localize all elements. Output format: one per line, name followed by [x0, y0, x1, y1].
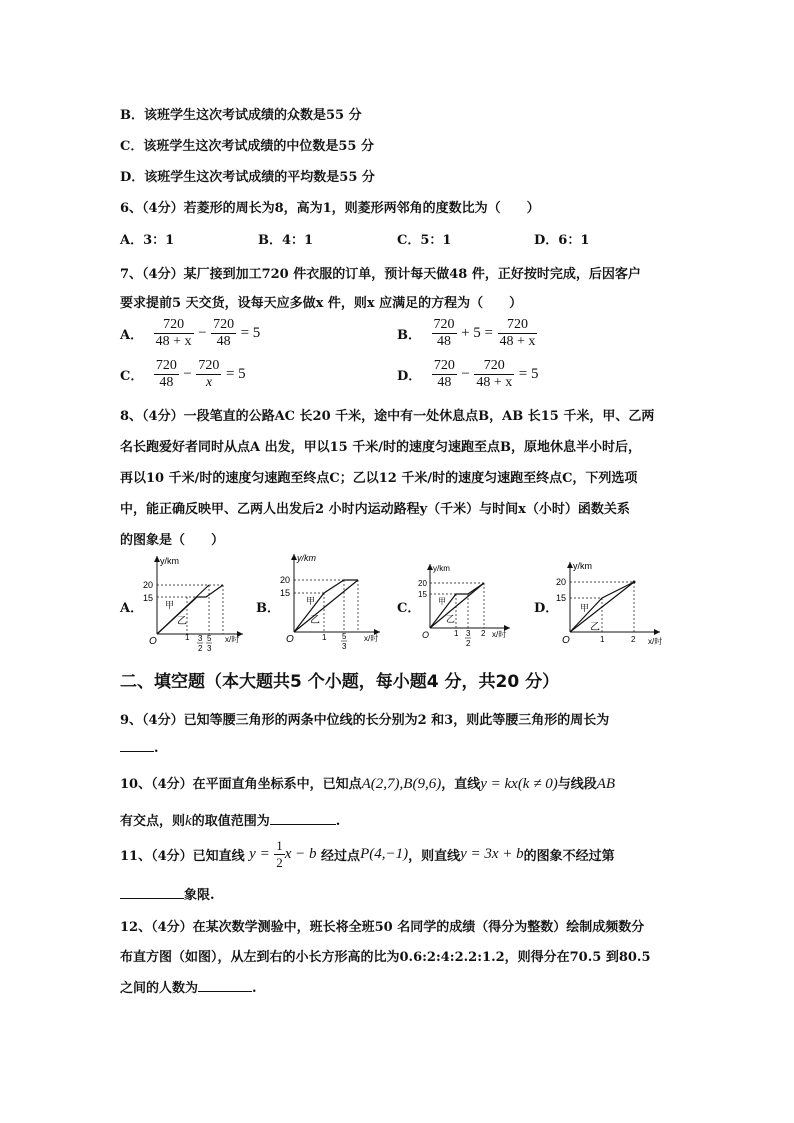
x-axis-label: x/时 [492, 630, 507, 639]
origin-label: O [422, 630, 430, 640]
q8-option-c-label: C． [397, 601, 421, 616]
y-axis-label: y/km [160, 556, 179, 566]
yi-label: 乙 [590, 622, 600, 633]
q8-option-d-label: D． [534, 601, 559, 616]
svg-text:1: 1 [322, 633, 327, 642]
q7-option-d-label: D． [397, 369, 422, 384]
tick-label-20: 20 [556, 577, 567, 587]
q10-line2: 有交点，则k的取值范围为 . [120, 813, 341, 829]
q7-stem-line2: 要求提前5 天交货，设每天应多做x 件，则x 应满足的方程为（ ） [120, 296, 523, 311]
q11-line2: 象限. [120, 884, 215, 903]
q7-option-b: B． $\frac{720}{48}$ + 5 = $\frac{720}{48 + x}$ [397, 317, 536, 349]
q8-stem-line3: 再以10 千米/时的速度匀速跑至终点C；乙以12 千米/时的速度匀速跑至终点C，下列选项 [120, 471, 638, 486]
yi-label: 乙 [446, 614, 456, 624]
jia-label: 甲 [580, 603, 590, 613]
q8-graph-a [143, 552, 253, 654]
svg-text:5: 5 [342, 632, 347, 641]
q7-option-b-label: B． [397, 328, 421, 343]
fraction: $\frac{720}{x}$ [198, 358, 220, 390]
tick-label-20: 20 [280, 575, 291, 585]
q12-line3: 之间的人数为 . [120, 981, 257, 996]
fraction: $\frac{1}{2}$ [276, 838, 283, 870]
svg-text:5: 5 [207, 634, 212, 643]
q12-line1: 12、（4分）在某次数学测验中，班长将全班50 名同学的成绩（得分为整数）绘制成频数分 [120, 920, 645, 935]
q8-stem-line2: 名长跑爱好者同时从点A 出发，甲以15 千米/时的速度匀速跑至点B，原地休息半小时后， [120, 440, 641, 455]
x-axis-label: x/时 [648, 637, 663, 646]
jia-label: 甲 [165, 600, 175, 610]
answer-blank[interactable] [198, 979, 252, 992]
origin-label: O [149, 636, 157, 647]
answer-blank[interactable] [270, 812, 336, 825]
q5-option-d: D．该班学生这次考试成绩的平均数是55 分 [120, 170, 375, 185]
svg-text:3: 3 [198, 634, 203, 643]
jia-label: 甲 [438, 597, 446, 606]
line-expression: y = kx(k ≠ 0) [480, 776, 558, 792]
q9-stem: 9、（4分）已知等腰三角形的两条中位线的长分别为2 和3，则此等腰三角形的周长为 [120, 713, 610, 728]
svg-text:3: 3 [207, 644, 212, 653]
svg-text:1: 1 [600, 635, 605, 644]
q6-option-a: A．3：1 [120, 233, 175, 248]
y-axis-label: y/km [297, 553, 316, 563]
y-axis-label: y/km [433, 564, 450, 573]
q9-answer-line: . [120, 739, 159, 756]
q8-option-a-label: A． [120, 601, 144, 616]
fraction: $\frac{720}{48}$ [155, 358, 177, 390]
yi-label: 乙 [310, 615, 320, 626]
q6-option-c: C．5：1 [397, 233, 452, 248]
tick-label-15: 15 [280, 588, 291, 598]
q5-option-b: B．该班学生这次考试成绩的众数是55 分 [120, 108, 362, 123]
q11-line1: 11、（4分）已知直线 y = $\frac{1}{2}$ x − b 经过点P(4,−1)，则直线y = 3x + b的图象不经过第 [120, 838, 615, 870]
svg-text:3: 3 [342, 642, 347, 651]
q5-option-c: C．该班学生这次考试成绩的中位数是55 分 [120, 139, 374, 154]
tick-label-20: 20 [143, 580, 154, 590]
section-heading: 二、填空题（本大题共5 个小题，每小题4 分，共20 分） [120, 672, 560, 692]
tick-label-15: 15 [143, 593, 154, 603]
q10-line1: 10、（4分）在平面直角坐标系中，已知点A(2,7),B(9,6)，直线y = kx(k ≠ 0)与线段AB [120, 776, 616, 792]
svg-text:2: 2 [198, 644, 203, 653]
fraction: $\frac{720}{48}$ [433, 317, 455, 349]
q8-option-b-label: B． [256, 601, 280, 616]
q7-option-c: C． $\frac{720}{48}$ − $\frac{720}{x}$ = 5 [120, 358, 246, 390]
points-ab: A(2,7),B(9,6) [361, 776, 442, 792]
x-axis-label: x/时 [225, 635, 240, 644]
fraction: $\frac{720}{48}$ [433, 358, 455, 390]
svg-text:2: 2 [481, 629, 486, 638]
fraction: $\frac{720}{48 + x}$ [499, 317, 536, 349]
q6-stem: 6、（4分）若菱形的周长为8，高为1，则菱形两邻角的度数比为（ ） [120, 201, 540, 216]
fraction: $\frac{720}{48 + x}$ [155, 317, 192, 349]
q8-stem-line4: 中，能正确反映甲、乙两人出发后2 小时内运动路程y（千米）与时间x（小时）函数关系 [120, 502, 630, 517]
q7-option-a-label: A． [120, 328, 144, 343]
answer-blank[interactable] [120, 886, 184, 899]
q7-option-c-label: C． [120, 369, 144, 384]
answer-blank[interactable] [120, 739, 154, 752]
svg-text:1: 1 [185, 633, 190, 642]
origin-label: O [286, 634, 294, 645]
svg-text:2: 2 [466, 639, 471, 648]
tick-label-15: 15 [418, 590, 427, 599]
jia-label: 甲 [306, 596, 316, 606]
q8-graph-b [280, 548, 390, 654]
origin-label: O [562, 635, 570, 646]
svg-text:2: 2 [631, 635, 636, 644]
yi-line [294, 580, 358, 632]
q7-stem-line1: 7、（4分）某厂接到加工720 件衣服的订单，预计每天做48 件，正好按时完成，后因客户 [120, 267, 641, 282]
q6-option-d: D．6：1 [534, 233, 590, 248]
fraction: $\frac{720}{48}$ [213, 317, 235, 349]
yi-label: 乙 [177, 616, 187, 627]
q8-graph-c [418, 560, 518, 652]
x-axis-label: x/时 [364, 634, 379, 643]
fraction: $\frac{720}{48 + x}$ [476, 358, 513, 390]
q8-stem-line5: 的图象是（ ） [120, 533, 225, 548]
tick-label-20: 20 [418, 579, 427, 588]
q7-option-d: D． $\frac{720}{48}$ − $\frac{720}{48 + x}$ = 5 [397, 358, 539, 390]
q6-option-b: B．4：1 [258, 233, 314, 248]
q12-line2: 布直方图（如图），从左到右的小长方形高的比为0.6:2:4:2.2:1.2，则得分在70.5 到80.5 [120, 950, 651, 965]
svg-text:3: 3 [466, 629, 471, 638]
y-axis-label: y/km [573, 561, 592, 571]
q7-option-a: A． $\frac{720}{48 + x}$ − $\frac{720}{48}$ = 5 [120, 317, 261, 349]
q8-stem-line1: 8、（4分）一段笔直的公路AC 长20 千米，途中有一处休息点B，AB 长15 千米，甲、乙两 [120, 409, 655, 424]
tick-label-15: 15 [556, 593, 567, 603]
svg-text:1: 1 [454, 629, 459, 638]
q8-graph-d [556, 558, 668, 652]
